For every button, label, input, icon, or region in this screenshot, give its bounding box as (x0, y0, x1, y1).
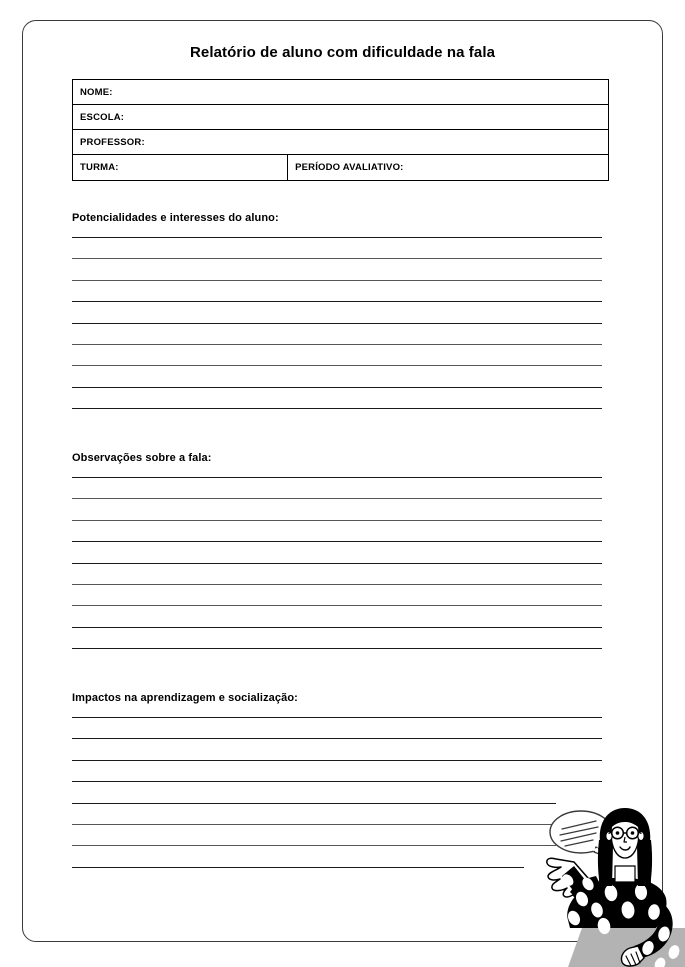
table-row (73, 105, 608, 130)
writing-line (72, 605, 602, 606)
writing-line (72, 237, 602, 238)
writing-line (72, 648, 602, 649)
section-title: Potencialidades e interesses do aluno: (72, 212, 279, 224)
writing-line (72, 408, 602, 409)
writing-line (72, 867, 524, 868)
writing-line (72, 387, 602, 388)
table-row (73, 80, 608, 105)
field-label-nome: NOME: (80, 86, 113, 98)
writing-line (72, 803, 556, 804)
table-row (73, 155, 608, 180)
writing-line (72, 824, 556, 825)
field-label-turma: TURMA: (73, 155, 288, 180)
writing-line (72, 498, 602, 499)
section-observacoes-fala (72, 452, 609, 670)
field-label-professor: PROFESSOR: (80, 136, 145, 148)
writing-line (72, 584, 602, 585)
writing-line (72, 717, 602, 718)
face (606, 810, 644, 858)
writing-line (72, 845, 556, 846)
page-title: Relatório de aluno com dificuldade na fala (189, 44, 496, 61)
field-label-escola: ESCOLA: (80, 111, 125, 123)
writing-line (72, 323, 602, 324)
writing-line (72, 301, 602, 302)
student-info-table (72, 79, 609, 181)
writing-line (72, 365, 602, 366)
writing-line (72, 344, 602, 345)
writing-line (72, 520, 602, 521)
field-label-periodo-avaliativo: PERÍODO AVALIATIVO: (295, 162, 404, 173)
table-row (73, 130, 608, 155)
writing-line (72, 280, 602, 281)
writing-line (72, 541, 602, 542)
writing-lines (72, 717, 609, 868)
writing-line (72, 258, 602, 259)
section-potencialidades (72, 212, 609, 430)
resting-hand (621, 946, 644, 966)
section-title: Impactos na aprendizagem e socialização: (72, 692, 298, 704)
section-impactos (72, 692, 609, 888)
writing-line (72, 781, 602, 782)
writing-line (72, 477, 602, 478)
writing-line (72, 563, 602, 564)
writing-line (72, 627, 602, 628)
writing-line (72, 760, 602, 761)
writing-line (72, 738, 602, 739)
writing-lines (72, 237, 609, 409)
writing-lines (72, 477, 609, 649)
section-title: Observações sobre a fala: (72, 452, 212, 464)
glasses-icon (609, 827, 642, 839)
